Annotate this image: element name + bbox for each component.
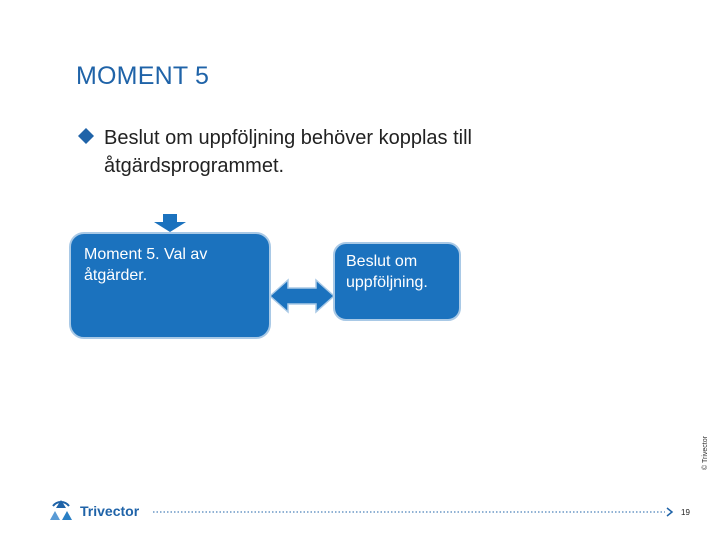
logo-text: Trivector bbox=[80, 503, 140, 519]
box-beslut-label: Beslut om uppföljning. bbox=[346, 253, 428, 291]
footer-dotted-line bbox=[153, 504, 678, 520]
box-moment-5-label: Moment 5. Val av åtgärder. bbox=[84, 246, 208, 284]
double-arrow-icon bbox=[270, 280, 334, 312]
chevron-right-icon bbox=[667, 508, 672, 516]
down-arrow-icon bbox=[154, 214, 186, 232]
trivector-logo-icon bbox=[46, 498, 76, 526]
bullet-text: Beslut om uppföljning behöver kopplas till åtgärdsprogrammet. bbox=[104, 127, 472, 177]
copyright-text: © Trivector bbox=[702, 436, 709, 470]
slide-title: MOMENT 5 bbox=[76, 62, 210, 90]
page-number: 19 bbox=[681, 508, 690, 517]
